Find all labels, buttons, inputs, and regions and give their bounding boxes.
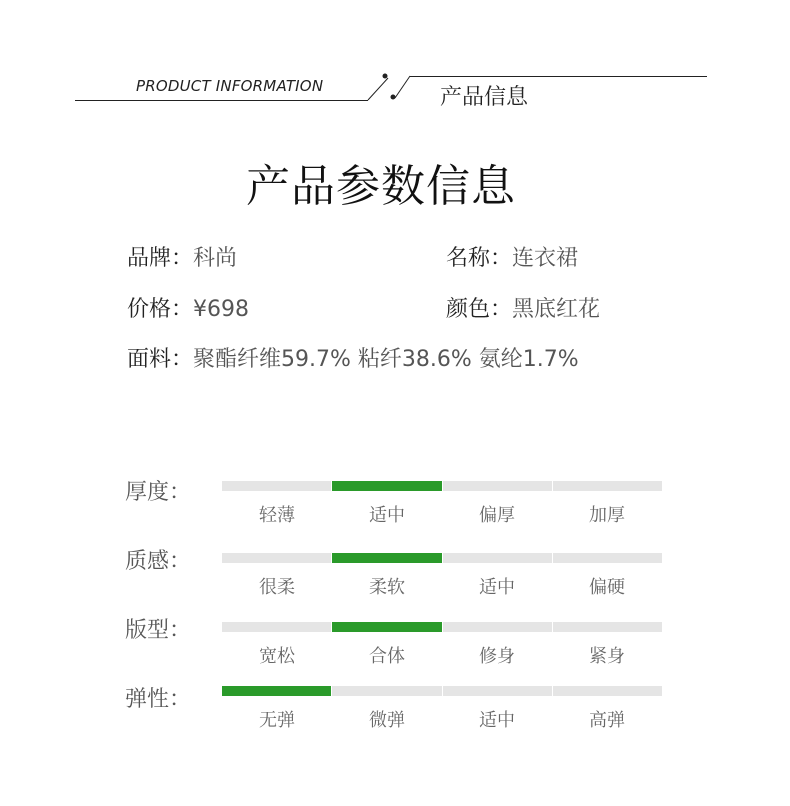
rating-segment bbox=[222, 553, 331, 563]
info-color-value: 黑底红花 bbox=[512, 297, 601, 322]
rating-segment bbox=[552, 686, 662, 696]
rating-segment bbox=[331, 686, 441, 696]
info-name bbox=[446, 241, 578, 272]
rating-segment bbox=[442, 481, 552, 491]
rating-segment bbox=[222, 622, 331, 632]
rating-option: 偏厚 bbox=[479, 505, 515, 526]
page-title: 产品参数信息 bbox=[246, 161, 516, 212]
rating-label: 厚度： bbox=[125, 480, 192, 505]
rating-label: 质感： bbox=[125, 549, 192, 574]
rating-options bbox=[222, 501, 662, 527]
rating-options bbox=[222, 573, 662, 599]
info-fabric-key: 面料： bbox=[127, 347, 194, 372]
rating-option: 紧身 bbox=[589, 646, 625, 667]
rating-option: 轻薄 bbox=[259, 505, 295, 526]
info-fabric bbox=[127, 342, 579, 373]
header-rule-right bbox=[410, 76, 707, 77]
rating-option: 柔软 bbox=[369, 577, 405, 598]
info-color-key: 颜色： bbox=[446, 297, 513, 322]
rating-option: 宽松 bbox=[259, 646, 295, 667]
rating-option: 适中 bbox=[369, 505, 405, 526]
rating-segment bbox=[552, 553, 662, 563]
rating-track bbox=[222, 686, 662, 696]
rating-option: 无弹 bbox=[259, 710, 295, 731]
rating-options bbox=[222, 706, 662, 732]
rating-option: 修身 bbox=[479, 646, 515, 667]
info-name-value: 连衣裙 bbox=[512, 246, 579, 271]
rating-segment-selected bbox=[331, 622, 441, 632]
rating-label: 弹性： bbox=[125, 687, 192, 712]
rating-track bbox=[222, 553, 662, 563]
rating-option: 适中 bbox=[479, 710, 515, 731]
rating-option: 加厚 bbox=[589, 505, 625, 526]
info-fabric-value: 聚酯纤维59.7% 粘纤38.6% 氨纶1.7% bbox=[193, 347, 579, 372]
rating-option: 适中 bbox=[479, 577, 515, 598]
info-price bbox=[127, 292, 249, 323]
rating-segment bbox=[552, 481, 662, 491]
info-name-key: 名称： bbox=[446, 246, 513, 271]
info-brand-value: 科尚 bbox=[193, 246, 238, 271]
info-price-key: 价格： bbox=[127, 297, 194, 322]
info-color bbox=[446, 292, 600, 323]
rating-options bbox=[222, 642, 662, 668]
header-chinese-title: 产品信息 bbox=[440, 85, 529, 110]
rating-segment bbox=[442, 622, 552, 632]
rating-segment-selected bbox=[331, 553, 441, 563]
info-brand-key: 品牌： bbox=[127, 246, 194, 271]
rating-segment bbox=[552, 622, 662, 632]
rating-segment-selected bbox=[331, 481, 441, 491]
rating-option: 偏硬 bbox=[589, 577, 625, 598]
rating-option: 很柔 bbox=[259, 577, 295, 598]
rating-segment bbox=[222, 481, 331, 491]
info-brand bbox=[127, 241, 237, 272]
rating-segment bbox=[442, 553, 552, 563]
rating-option: 高弹 bbox=[589, 710, 625, 731]
header-divider-icon bbox=[355, 68, 425, 108]
rating-track bbox=[222, 481, 662, 491]
info-price-value: ¥698 bbox=[193, 297, 250, 322]
rating-segment bbox=[442, 686, 552, 696]
header-rule-left bbox=[75, 100, 368, 101]
rating-segment-selected bbox=[222, 686, 331, 696]
rating-option: 微弹 bbox=[369, 710, 405, 731]
rating-track bbox=[222, 622, 662, 632]
rating-label: 版型： bbox=[125, 618, 192, 643]
rating-option: 合体 bbox=[369, 646, 405, 667]
header-english-title: PRODUCT INFORMATION bbox=[136, 77, 324, 95]
